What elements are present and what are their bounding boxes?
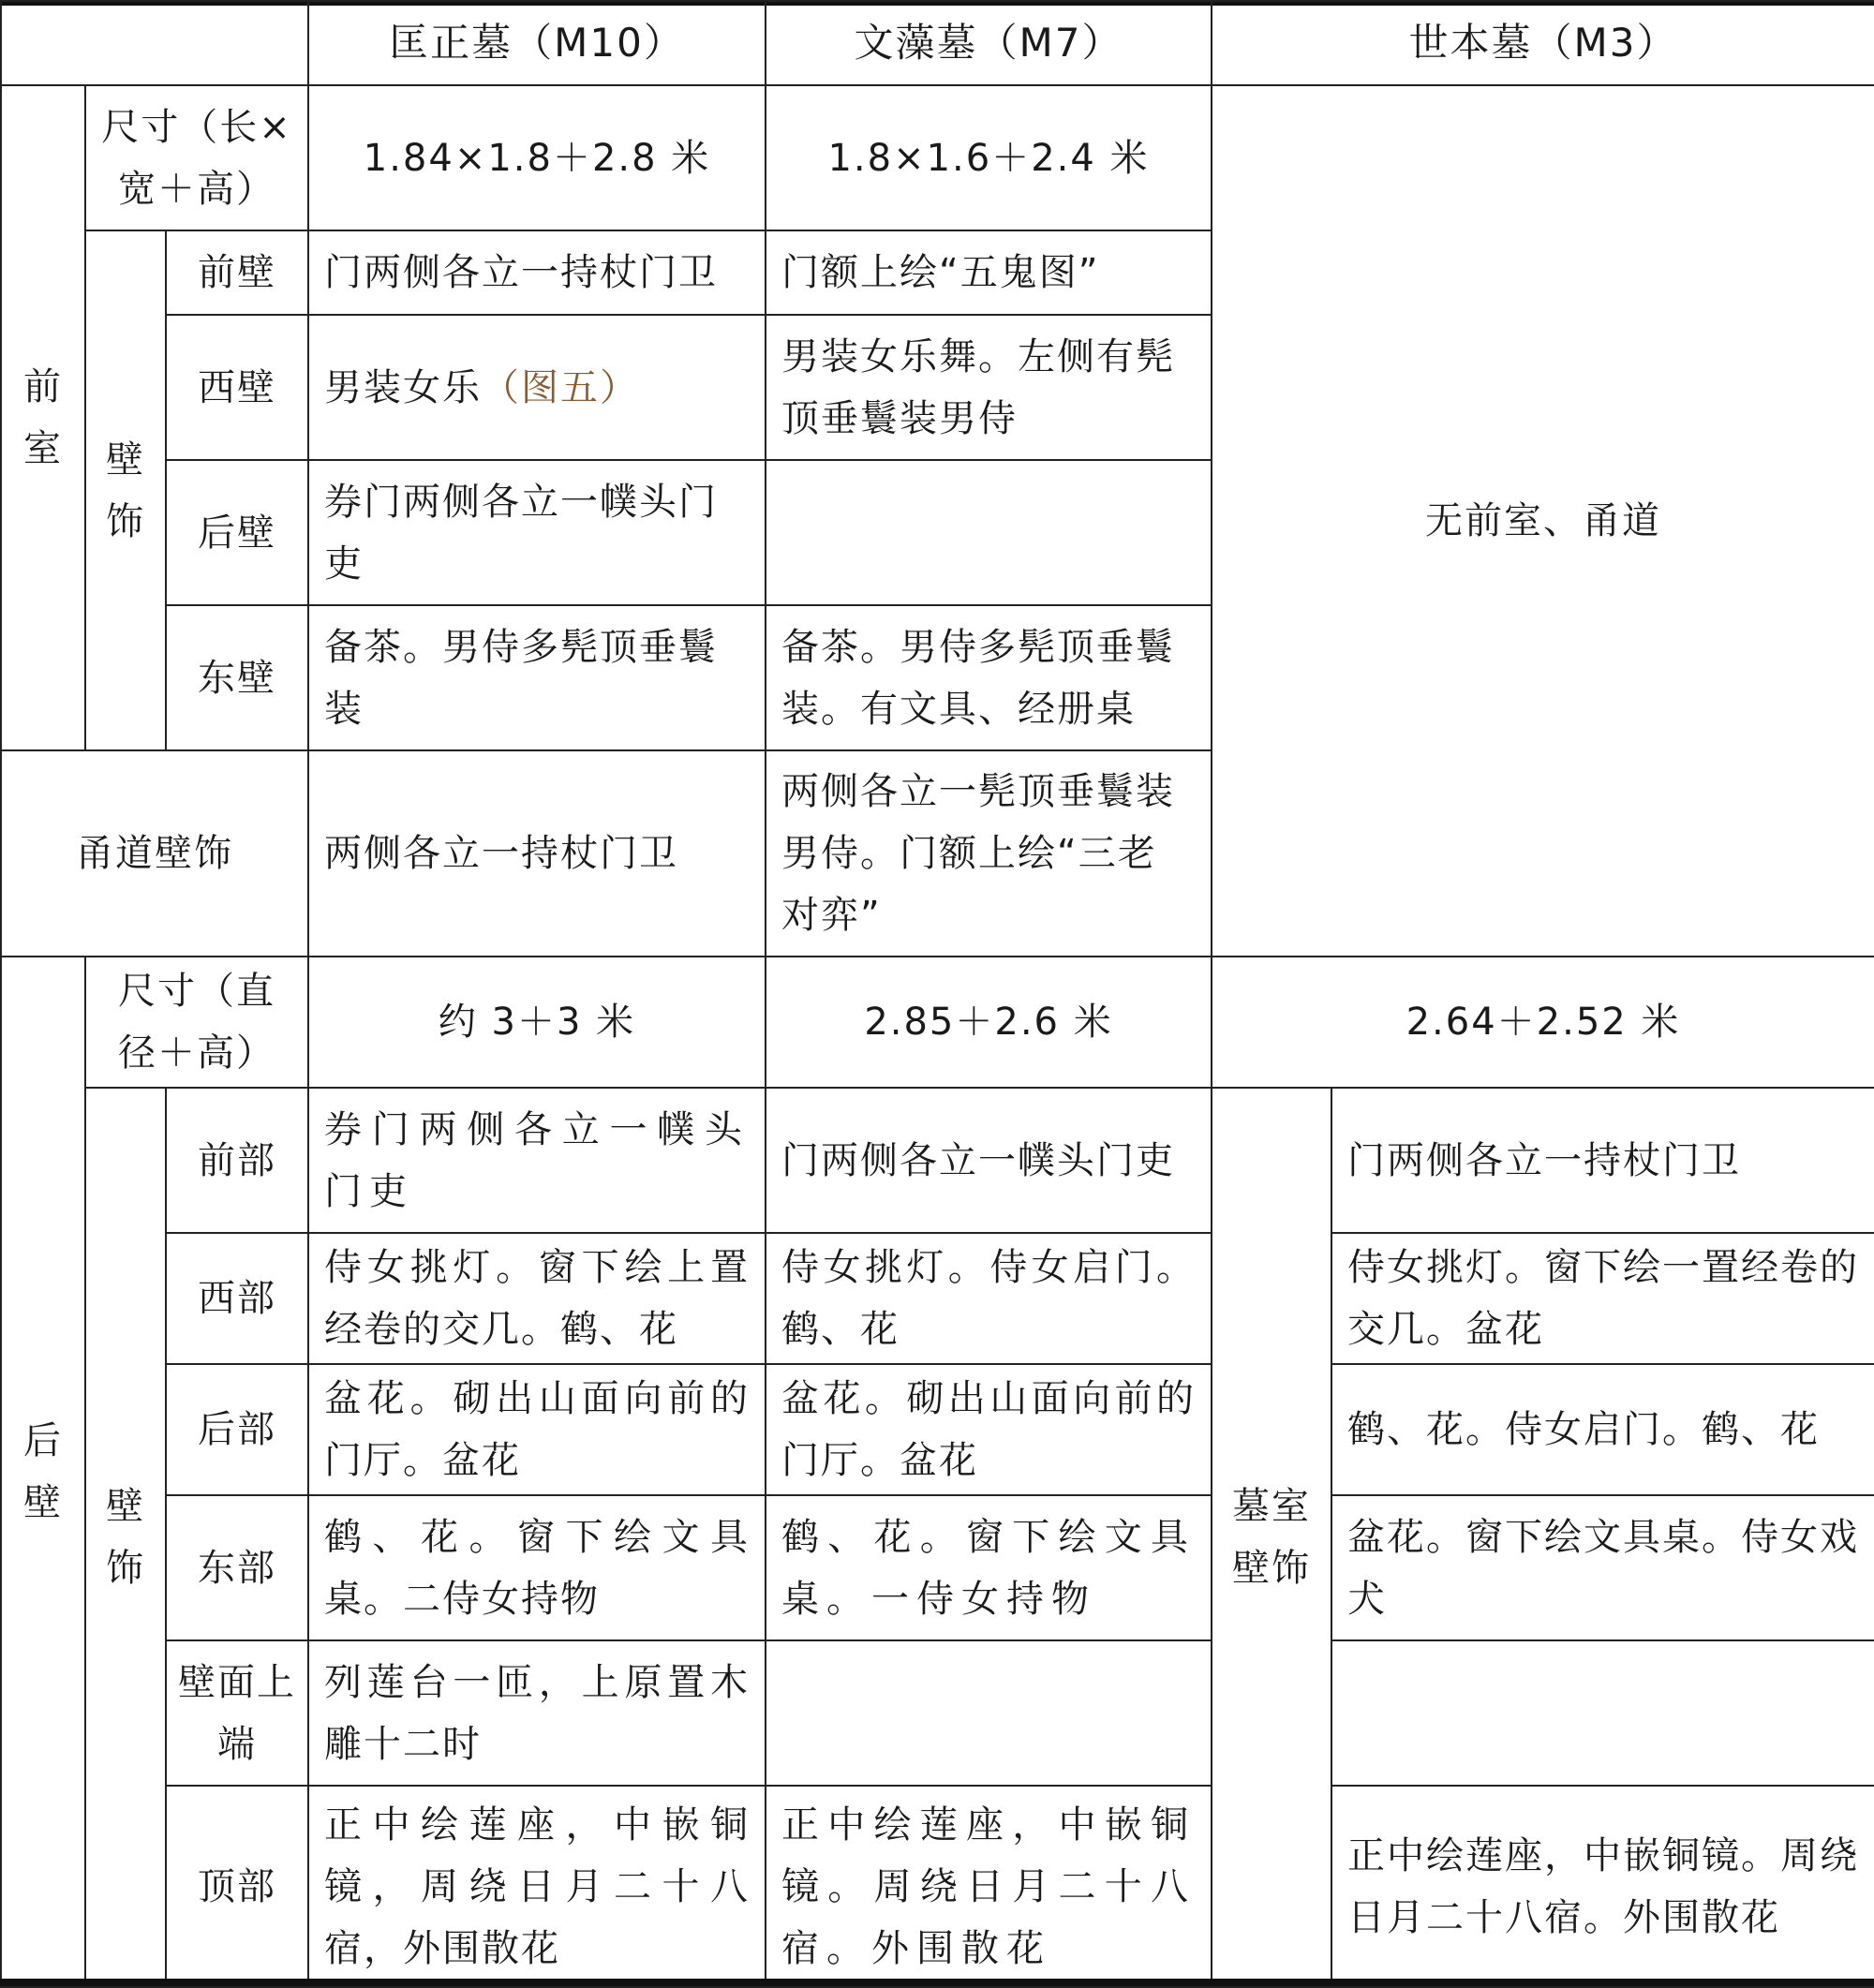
rear-size-label: 尺寸（直径＋高） xyxy=(85,957,308,1088)
part-name: 西部 xyxy=(166,1233,308,1364)
rear-part-row xyxy=(1,1088,1874,1233)
front-size-row xyxy=(1,85,1874,230)
rear-size-row xyxy=(1,957,1874,1088)
rear-part-m10: 正中绘莲座，中嵌铜镜，周绕日月二十八宿，外围散花 xyxy=(308,1786,766,1987)
wall-name: 前壁 xyxy=(166,230,308,315)
rear-part-m7: 鹤、花。窗下绘文具桌。一侍女持物 xyxy=(766,1495,1212,1640)
rear-part-row xyxy=(1,1495,1874,1640)
front-chamber-label: 前室 xyxy=(1,85,85,750)
front-wall-m7: 门额上绘“五鬼图” xyxy=(766,230,1212,315)
wall-name: 东壁 xyxy=(166,605,308,750)
part-name: 东部 xyxy=(166,1495,308,1640)
bottom-rule xyxy=(0,1979,1874,1986)
part-name: 顶部 xyxy=(166,1786,308,1987)
corridor-label: 甬道壁饰 xyxy=(1,750,308,957)
front-wall-m7: 男装女乐舞。左侧有髡顶垂鬟装男侍 xyxy=(766,315,1212,460)
rear-part-m10: 侍女挑灯。窗下绘上置经卷的交几。鹤、花 xyxy=(308,1233,766,1364)
figure-reference-link[interactable]: （图五） xyxy=(482,365,640,409)
front-size-m10: 1.84×1.8＋2.8 米 xyxy=(308,85,766,230)
rear-size-m3: 2.64＋2.52 米 xyxy=(1212,957,1874,1088)
front-wall-m7: 备茶。男侍多髡顶垂鬟装。有文具、经册桌 xyxy=(766,605,1212,750)
rear-part-m7: 盆花。砌出山面向前的门厅。盆花 xyxy=(766,1364,1212,1495)
rear-part-m10: 盆花。砌出山面向前的门厅。盆花 xyxy=(308,1364,766,1495)
header-m3: 世本墓（M3） xyxy=(1212,1,1874,85)
rear-part-m3: 门两侧各立一持杖门卫 xyxy=(1331,1088,1874,1233)
front-wall-m10: 备茶。男侍多髡顶垂鬟装 xyxy=(308,605,766,750)
rear-size-m7: 2.85＋2.6 米 xyxy=(766,957,1212,1088)
rear-part-row xyxy=(1,1364,1874,1495)
part-name: 前部 xyxy=(166,1088,308,1233)
part-name: 壁面上端 xyxy=(166,1640,308,1786)
rear-part-m10: 列莲台一匝，上原置木雕十二时 xyxy=(308,1640,766,1786)
front-wall-m10: 券门两侧各立一幞头门吏 xyxy=(308,460,766,605)
front-wall-m10 xyxy=(308,315,766,460)
rear-mural-label: 壁饰 xyxy=(85,1088,166,1987)
header-corner xyxy=(1,1,308,85)
rear-wall-label: 后壁 xyxy=(1,957,85,1987)
m3-no-front-chamber: 无前室、甬道 xyxy=(1212,85,1874,957)
rear-part-m10: 券门两侧各立一幞头门吏 xyxy=(308,1088,766,1233)
front-mural-label: 壁饰 xyxy=(85,230,166,750)
front-wall-m10-text: 男装女乐 xyxy=(324,365,483,409)
rear-part-m3: 侍女挑灯。窗下绘一置经卷的交几。盆花 xyxy=(1331,1233,1874,1364)
rear-part-m3: 正中绘莲座，中嵌铜镜。周绕日月二十八宿。外围散花 xyxy=(1331,1786,1874,1987)
rear-part-row xyxy=(1,1786,1874,1987)
rear-part-row xyxy=(1,1233,1874,1364)
rear-part-row xyxy=(1,1640,1874,1786)
front-wall-m7 xyxy=(766,460,1212,605)
rear-part-m3 xyxy=(1331,1640,1874,1786)
rear-part-m7: 正中绘莲座，中嵌铜镜。周绕日月二十八宿。外围散花 xyxy=(766,1786,1212,1987)
wall-name: 西壁 xyxy=(166,315,308,460)
part-name: 后部 xyxy=(166,1364,308,1495)
m3-chamber-mural-label: 墓室壁饰 xyxy=(1212,1088,1331,1987)
corridor-m10: 两侧各立一持杖门卫 xyxy=(308,750,766,957)
front-size-m7: 1.8×1.6＋2.4 米 xyxy=(766,85,1212,230)
front-size-label: 尺寸（长×宽＋高） xyxy=(85,85,308,230)
rear-part-m7 xyxy=(766,1640,1212,1786)
rear-part-m10: 鹤、花。窗下绘文具桌。二侍女持物 xyxy=(308,1495,766,1640)
rear-part-m3: 盆花。窗下绘文具桌。侍女戏犬 xyxy=(1331,1495,1874,1640)
rear-part-m7: 侍女挑灯。侍女启门。鹤、花 xyxy=(766,1233,1212,1364)
rear-part-m7: 门两侧各立一幞头门吏 xyxy=(766,1088,1212,1233)
front-wall-m10: 门两侧各立一持杖门卫 xyxy=(308,230,766,315)
header-m7: 文藻墓（M7） xyxy=(766,1,1212,85)
rear-size-m10: 约 3＋3 米 xyxy=(308,957,766,1088)
header-row xyxy=(1,1,1874,85)
header-m10: 匡正墓（M10） xyxy=(308,1,766,85)
wall-name: 后壁 xyxy=(166,460,308,605)
rear-part-m3: 鹤、花。侍女启门。鹤、花 xyxy=(1331,1364,1874,1495)
corridor-m7: 两侧各立一髡顶垂鬟装男侍。门额上绘“三老对弈” xyxy=(766,750,1212,957)
